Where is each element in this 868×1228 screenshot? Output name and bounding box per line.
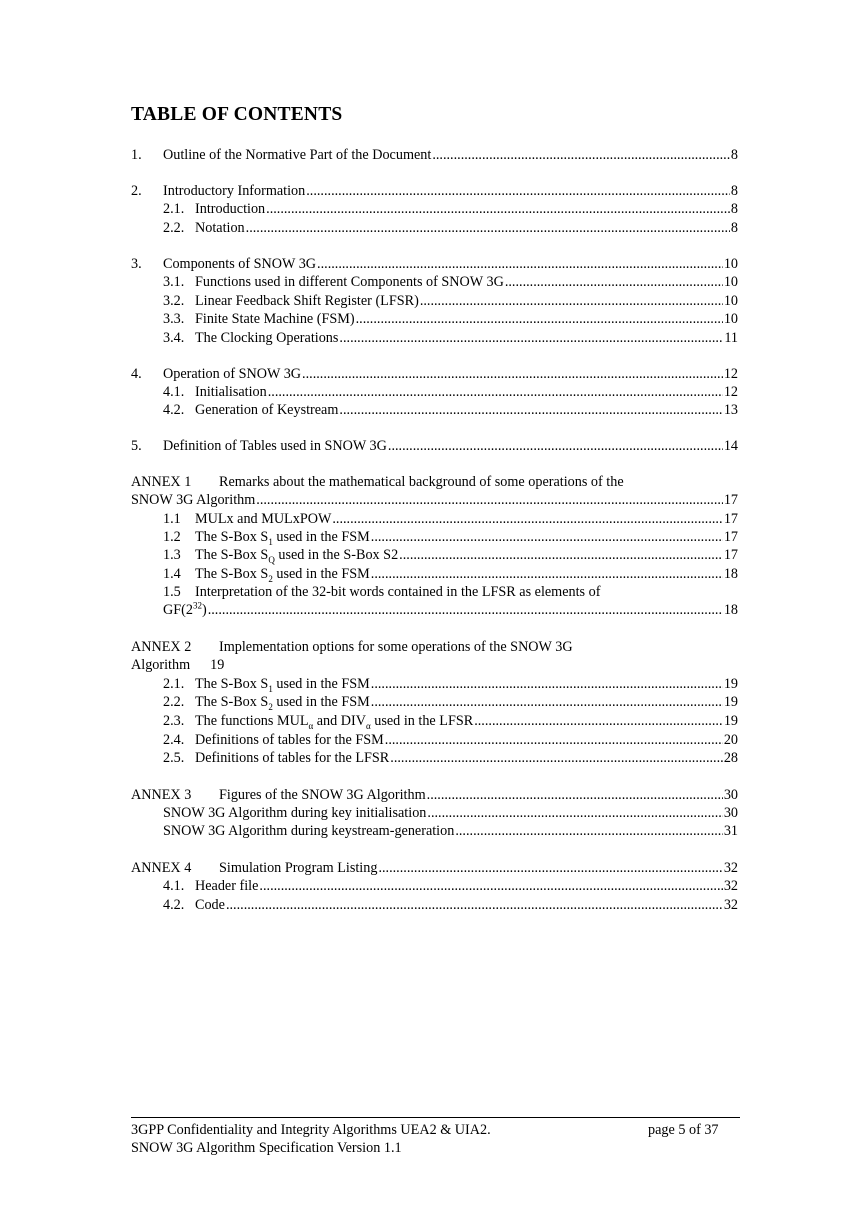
toc-annex-2-line-2[interactable] [131,656,738,674]
toc-number: 1.1 [163,511,181,527]
toc-leader [390,749,723,767]
toc-entry-2[interactable] [131,182,738,200]
superscript: 32 [192,600,202,611]
toc-number: 4.1. [163,878,185,894]
toc-entry-a2-3[interactable] [163,712,738,730]
toc-number: 1.4 [163,566,181,582]
toc-annex-4[interactable] [131,859,738,877]
toc-title [163,601,207,619]
title-text: used in the FSM [272,694,370,710]
toc-page: 8 [730,183,738,199]
toc-title: SNOW 3G Algorithm during keystream-generation [163,823,455,839]
toc-entry-3-4[interactable] [163,329,738,347]
subscript: 2 [268,573,273,584]
title-text: and DIV [313,713,366,729]
toc-title: The Clocking Operations [195,330,339,346]
toc-page: 18 [723,602,738,618]
toc-number: 2.1. [163,201,185,217]
toc-title: Simulation Program Listing [219,860,378,876]
title-text: The S-Box S [195,529,269,545]
toc-number: 4.2. [163,402,185,418]
subscript: 1 [268,536,273,547]
title-text: The S-Box S [195,694,269,710]
toc-page: 20 [723,732,738,748]
toc-title: Algorithm [131,657,191,673]
toc-page: 19 [210,657,225,673]
toc-page: 12 [723,366,738,382]
toc-entry-a1-3[interactable] [163,546,738,564]
footer-line-2: SNOW 3G Algorithm Specification Version 1.1 [131,1140,402,1156]
toc-page: 8 [730,201,738,217]
toc-title: Functions used in different Components of SNOW 3G [195,274,504,290]
toc-title: Outline of the Normative Part of the Document [163,147,432,163]
toc-leader [302,365,723,383]
subscript: 2 [268,701,273,712]
toc-number: 1.3 [163,547,181,563]
toc-number: 3.1. [163,274,185,290]
toc-leader [420,292,723,310]
title-text: used in the FSM [272,566,370,582]
title-text: The S-Box S [195,566,269,582]
toc-title: SNOW 3G Algorithm during key initialisation [163,805,427,821]
toc-page: 17 [723,492,738,508]
title-text: The S-Box S [195,676,269,692]
toc-number: 3.2. [163,293,185,309]
toc-leader [432,146,730,164]
toc-page: 31 [723,823,738,839]
toc-entry-3-3[interactable] [163,310,738,328]
toc-leader [378,859,722,877]
toc-page: 30 [723,805,738,821]
toc-number: 2.2. [163,694,185,710]
toc-leader [427,786,723,804]
toc-leader [256,491,723,509]
toc-page: 10 [723,311,738,327]
toc-title: Initialisation [195,384,267,400]
toc-number: 1. [131,147,142,163]
toc-leader [246,219,730,237]
toc-number: 2.1. [163,676,185,692]
toc-page: 30 [723,787,738,803]
toc-entry-a2-4[interactable] [163,731,738,749]
toc-entry-a1-5-line-2[interactable] [163,601,738,619]
toc-page: 19 [723,694,738,710]
toc-entry-a2-1[interactable] [163,675,738,693]
toc-page: 12 [723,384,738,400]
toc-leader [306,182,730,200]
toc-entry-a2-2[interactable] [163,693,738,711]
toc-page: 28 [723,750,738,766]
toc-page: 19 [723,676,738,692]
annex-label: ANNEX 1 [131,474,192,490]
toc-leader [371,675,723,693]
toc-title: Definitions of tables for the LFSR [195,750,390,766]
title-text: used in the FSM [272,676,370,692]
toc-annex-2-line-1[interactable] [131,638,738,656]
toc-title: Generation of Keystream [195,402,339,418]
toc-title: Figures of the SNOW 3G Algorithm [219,787,426,803]
toc-title: Introductory Information [163,183,306,199]
toc-number: 2.5. [163,750,185,766]
toc-entry-a1-5-line-1[interactable] [163,583,738,601]
toc-entry-5[interactable] [131,437,738,455]
title-text: used in the S-Box S2 [274,547,399,563]
toc-page: 14 [723,438,738,454]
footer-line-1: 3GPP Confidentiality and Integrity Algorithms UEA2 & UIA2. [131,1122,491,1138]
toc-leader [339,329,723,347]
toc-page: 10 [723,293,738,309]
toc-leader [371,528,723,546]
toc-leader [226,896,723,914]
toc-title: Interpretation of the 32-bit words contained in the LFSR as elements of [195,584,601,600]
toc-leader [371,565,723,583]
toc-leader [268,383,723,401]
toc-title: Components of SNOW 3G [163,256,317,272]
toc-entry-2-1[interactable] [163,200,738,218]
toc-annex-1-line-2[interactable] [131,491,738,509]
toc-title: Finite State Machine (FSM) [195,311,355,327]
toc-page: 32 [723,860,738,876]
toc-leader [266,200,730,218]
toc-leader [385,731,723,749]
toc-leader [399,546,723,564]
toc-number: 4.1. [163,384,185,400]
toc-entry-a3-2[interactable] [163,822,738,840]
toc-title [195,528,370,546]
toc-number: 2.4. [163,732,185,748]
toc-title: Linear Feedback Shift Register (LFSR) [195,293,419,309]
toc-leader [317,255,723,273]
toc-number: 5. [131,438,142,454]
title-text: ) [201,602,207,618]
toc-page: 18 [723,566,738,582]
toc-number: 4. [131,366,142,382]
page-title: TABLE OF CONTENTS [131,104,343,125]
toc-title [195,565,370,583]
toc-page: 32 [723,878,738,894]
subscript: α [308,720,314,731]
toc-entry-a1-1[interactable] [163,510,738,528]
toc-page: 10 [723,256,738,272]
toc-entry-2-2[interactable] [163,219,738,237]
toc-leader [356,310,723,328]
annex-label: ANNEX 2 [131,639,192,655]
toc-page: 11 [724,330,738,346]
toc-leader [505,273,723,291]
toc-leader [388,437,723,455]
toc-entry-a3-1[interactable] [163,804,738,822]
toc-entry-4[interactable] [131,365,738,383]
toc-entry-a1-2[interactable] [163,528,738,546]
toc-title [195,693,370,711]
subscript: 1 [268,683,273,694]
subscript: Q [268,554,275,565]
title-text: The functions MUL [195,713,309,729]
subscript: α [366,720,371,731]
footer-page-number: page 5 of 37 [648,1122,719,1138]
toc-annex-1-line-1[interactable] [131,473,738,491]
toc-number: 1.2 [163,529,181,545]
toc-title: MULx and MULxPOW [195,511,332,527]
toc-entry-a2-5[interactable] [163,749,738,767]
toc-title: Definitions of tables for the FSM [195,732,384,748]
toc-page: 17 [723,529,738,545]
toc-title [195,546,398,564]
toc-annex-3[interactable] [131,786,738,804]
toc-title: Notation [195,220,245,236]
toc-title: SNOW 3G Algorithm [131,492,256,508]
footer-divider [131,1117,740,1118]
toc-page: 17 [723,547,738,563]
toc-leader [371,693,723,711]
toc-number: 2.3. [163,713,185,729]
toc-title: Code [195,897,225,913]
toc-page: 17 [723,511,738,527]
toc-number: 2.2. [163,220,185,236]
title-text: used in the LFSR [370,713,474,729]
toc-number: 3.4. [163,330,185,346]
toc-title: Implementation options for some operations of the SNOW 3G [219,639,573,655]
toc-title: Header file [195,878,259,894]
toc-entry-4-1[interactable] [163,383,738,401]
toc-leader [474,712,723,730]
toc-leader [208,601,723,619]
toc-leader [332,510,722,528]
toc-number: 4.2. [163,897,185,913]
toc-entry-a4-2[interactable] [163,896,738,914]
toc-page: 13 [723,402,738,418]
annex-label: ANNEX 4 [131,860,192,876]
title-text: used in the FSM [272,529,370,545]
title-text: The S-Box S [195,547,269,563]
toc-entry-3-2[interactable] [163,292,738,310]
toc-title: Definition of Tables used in SNOW 3G [163,438,387,454]
toc-entry-3[interactable] [131,255,738,273]
toc-title [195,712,473,730]
toc-number: 2. [131,183,142,199]
toc-entry-4-2[interactable] [163,401,738,419]
toc-number: 3. [131,256,142,272]
toc-page: 32 [723,897,738,913]
toc-leader [259,877,722,895]
toc-page: 19 [723,713,738,729]
toc-number: 3.3. [163,311,185,327]
toc-leader [427,804,722,822]
toc-entry-a4-1[interactable] [163,877,738,895]
toc-entry-3-1[interactable] [163,273,738,291]
toc-number: 1.5 [163,584,181,600]
toc-title: Introduction [195,201,266,217]
title-text: GF(2 [163,602,193,618]
annex-label: ANNEX 3 [131,787,192,803]
toc-title: Remarks about the mathematical background of some operations of the [219,474,624,490]
toc-entry-a1-4[interactable] [163,565,738,583]
toc-leader [455,822,722,840]
toc-title: Operation of SNOW 3G [163,366,302,382]
toc-leader [339,401,722,419]
toc-page: 10 [723,274,738,290]
toc-title [195,675,370,693]
toc-entry-1[interactable] [131,146,738,164]
toc-page: 8 [730,147,738,163]
toc-page: 8 [730,220,738,236]
